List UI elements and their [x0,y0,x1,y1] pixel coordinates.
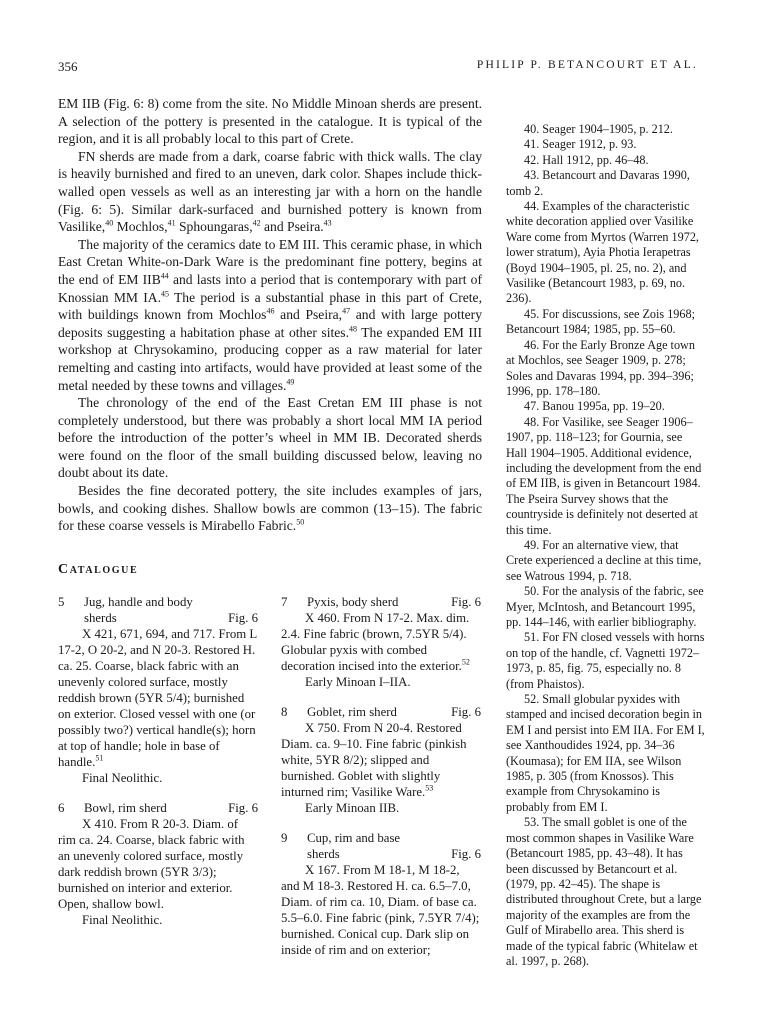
note-ref: 44 [160,271,169,281]
entry-head [281,704,481,720]
footnote: 44. Examples of the characteristic white decoration applied over Vasilike Ware come from Myrtos (Warren 1972, lower stratum), Ayia Photia Ierapetras (Boyd 1904–1905, pl. 25, no. 2), and Vasilike (Betancourt 1983, p. 69, no. 236). [506,199,699,306]
entry-figure-ref: Fig. 6 [451,847,481,861]
note-ref: 53 [425,783,434,793]
footnote: 49. For an alternative view, that Crete experienced a decline at this time, see Watrous 1994, p. 718. [506,537,702,583]
entry-title: Goblet, rim sherd [307,705,397,719]
catalogue-entry [58,594,258,786]
footnote: 40. Seager 1904–1905, p. 212. [524,122,673,136]
entry-description: X 421, 671, 694, and 717. From L 17-2, O 20-2, and N 20-3. Restored H. ca. 25. Coarse, black fabric with an unevenly colored surface, mostly reddish brown (5YR 5/4); burnished on exterior. Closed vessel with one (or possibly two?) vertical handle(s); horn at top of handle; hole in base of handle.$^{51}$ [58,627,257,769]
footnote: 47. Banou 1995a, pp. 19–20. [524,399,665,414]
footnote: 43. Betancourt and Davaras 1990, tomb 2. [506,168,690,198]
entry-head [58,594,258,626]
note-ref: 48 [348,324,357,334]
footnote: 45. For discussions, see Zois 1968; Betancourt 1984; 1985, pp. 55–60. [506,306,695,337]
note-ref: 52 [461,657,470,667]
catalogue-entry [58,800,258,928]
note-ref: 41 [167,218,176,228]
catalogue-entry [281,594,481,690]
note-ref: 46 [266,306,275,316]
entry-number: 8 [281,705,288,719]
catalogue-entry [281,704,481,816]
running-head: PHILIP P. BETANCOURT ET AL. [476,59,698,71]
entry-description: X 750. From N 20-4. Restored Diam. ca. 9–10. Fine fabric (pinkish white, 5YR 8/2); slipped and burnished. Goblet with slightly inturned rim; Vasilike Ware.$^{53}$ [281,721,467,799]
paragraph: The majority of the ceramics date to EM III. This ceramic phase, in which East Cretan White-on-Dark Ware is the predominant fine pottery, begins at the end of EM IIB$^{44}$ and lasts into a period that is contemporary with part of Knossian MM IA.$^{45}$ The period is a substantial phase in this part of Crete, with buildings known from Mochlos$^{46}$ and Pseira,$^{47}$ and with large pottery deposits suggesting a habitation phase at other sites.$^{48}$ The expanded EM III workshop at Chrysokamino, producing copper as a raw material for later remelting and casting into artifacts, would have provided at least some of the metal needed by these towns and villages.$^{49}$ [58,236,482,393]
entry-title: Cup, rim and base sherds [307,831,401,861]
footnote: 48. For Vasilike, see Seager 1906–1907, pp. 118–123; for Gournia, see Hall 1904–1905. Additional evidence, including the development from the end of EM IIB, is given in Betancourt 1984. The Pseira Survey shows that the countryside is definitely not deserted at this time. [506,414,702,537]
note-ref: 51 [95,753,104,763]
entry-head [281,830,481,862]
footnote: 41. Seager 1912, p. 93. [524,137,637,152]
footnote: 53. The small goblet is one of the most common shapes in Vasilike Ware (Betancourt 1985, pp. 43–48). It has been discussed by Betancourt et al. (1979, pp. 42–45). The shape is distributed throughout Crete, but a large majority of the examples are from the Gulf of Mirabello area. This sherd is made of the typical fabric (Whitelaw et al. 1997, p. 268). [506,815,702,968]
entry-period: Early Minoan I–IIA. [305,675,411,689]
entry-number: 9 [281,831,288,845]
note-ref: 47 [342,306,351,316]
footnote: 42. Hall 1912, pp. 46–48. [524,152,649,167]
note-ref: 49 [286,376,295,386]
footnote: 50. For the analysis of the fabric, see Myer, McIntosh, and Betancourt 1995, pp. 144–146, with earlier bibliography. [506,584,704,629]
note-ref: 40 [105,218,114,228]
paragraph: FN sherds are made from a dark, coarse fabric with thick walls. The clay is heavily burnished and fired to an uneven, dark color. Shapes include thick-walled open vessels as well as an interesting jar with a horn on the handle (Fig. 6: 5). Similar dark-surfaced and burnished pottery is known from Vasilike,$^{40}$ Mochlos,$^{41}$ Sphoungaras,$^{42}$ and Pseira.$^{43}$ [58,148,482,235]
paragraph: EM IIB (Fig. 6: 8) come from the site. No Middle Minoan sherds are present. A selection of the pottery is presented in the catalogue. It is typical of the region, and it is all probably local to this part of Crete. [58,96,482,147]
main-text [58,95,482,535]
footnote: 51. For FN closed vessels with horns on top of the handle, cf. Vagnetti 1972–1973, p. 85, fig. 75, especially no. 8 (from Phaistos). [506,630,705,691]
entry-figure-ref: Fig. 6 [451,705,481,719]
entry-title: Bowl, rim sherd [84,801,167,815]
paragraph: The chronology of the end of the East Cretan EM III phase is not completely understood, but there was probably a short local MM IA period before the introduction of the potter’s wheel in MM IB. Decorated sherds were found on the floor of the small building discussed below, leaving no doubt about its date. [58,395,482,481]
footnote: 46. For the Early Bronze Age town at Mochlos, see Seager 1909, p. 278; Soles and Davaras 1994, pp. 394–396; 1996, pp. 178–180. [506,337,695,398]
entry-head [58,800,258,816]
catalogue-heading: Catalogue [58,562,139,577]
entry-description: X 460. From N 17-2. Max. dim. 2.4. Fine fabric (brown, 7.5YR 5/4). Globular pyxis with combed decoration incised into the exterior.$^{52}$ [281,611,470,673]
paragraph: Besides the fine decorated pottery, the site includes examples of jars, bowls, and cooking dishes. Shallow bowls are common (13–15). The fabric for these coarse vessels is Mirabello Fabric.$^{50}$ [58,483,482,534]
entry-title: Pyxis, body sherd [307,595,399,609]
entry-figure-ref: Fig. 6 [451,595,481,609]
entry-title: Jug, handle and body sherds [84,595,193,625]
entry-description: X 410. From R 20-3. Diam. of rim ca. 24. Coarse, black fabric with an unevenly colored surface, mostly dark reddish brown (5YR 3/3); burnished on interior and exterior. Open, shallow bowl. [58,817,245,911]
entry-period: Early Minoan IIB. [305,801,400,815]
note-ref: 43 [323,218,332,228]
entry-number: 5 [58,595,65,609]
page-number: 356 [58,59,78,74]
catalogue-entry [281,830,481,958]
page-header [58,59,698,77]
entry-figure-ref: Fig. 6 [228,611,258,625]
note-ref: 45 [161,289,169,298]
entry-period: Final Neolithic. [82,913,163,927]
entry-head [281,594,481,610]
footnote: 52. Small globular pyxides with stamped and incised decoration begin in EM I and persist into EM IIA. For EM I, see Xanthoudides 1924, pp. 34–36 (Koumasa); for EM IIA, see Wilson 1985, p. 305 (from Knossos). This example from Chrysokamino is probably from EM I. [506,692,705,814]
note-ref: 42 [252,218,261,228]
entry-number: 7 [281,595,288,609]
catalogue-column-middle [281,594,481,972]
catalogue-column-left [58,594,258,942]
entry-figure-ref: Fig. 6 [228,801,258,815]
entry-number: 6 [58,801,65,815]
entry-period: Final Neolithic. [82,771,163,785]
footnotes-column [506,122,706,969]
note-ref: 50 [296,517,305,527]
entry-description: X 167. From M 18-1, M 18-2, and M 18-3. Restored H. ca. 6.5–7.0, Diam. of rim ca. 10, Diam. of base ca. 5.5–6.0. Fine fabric (pink, 7.5YR 7/4); burnished. Conical cup. Dark slip on inside of rim and on exterior; [281,863,480,957]
